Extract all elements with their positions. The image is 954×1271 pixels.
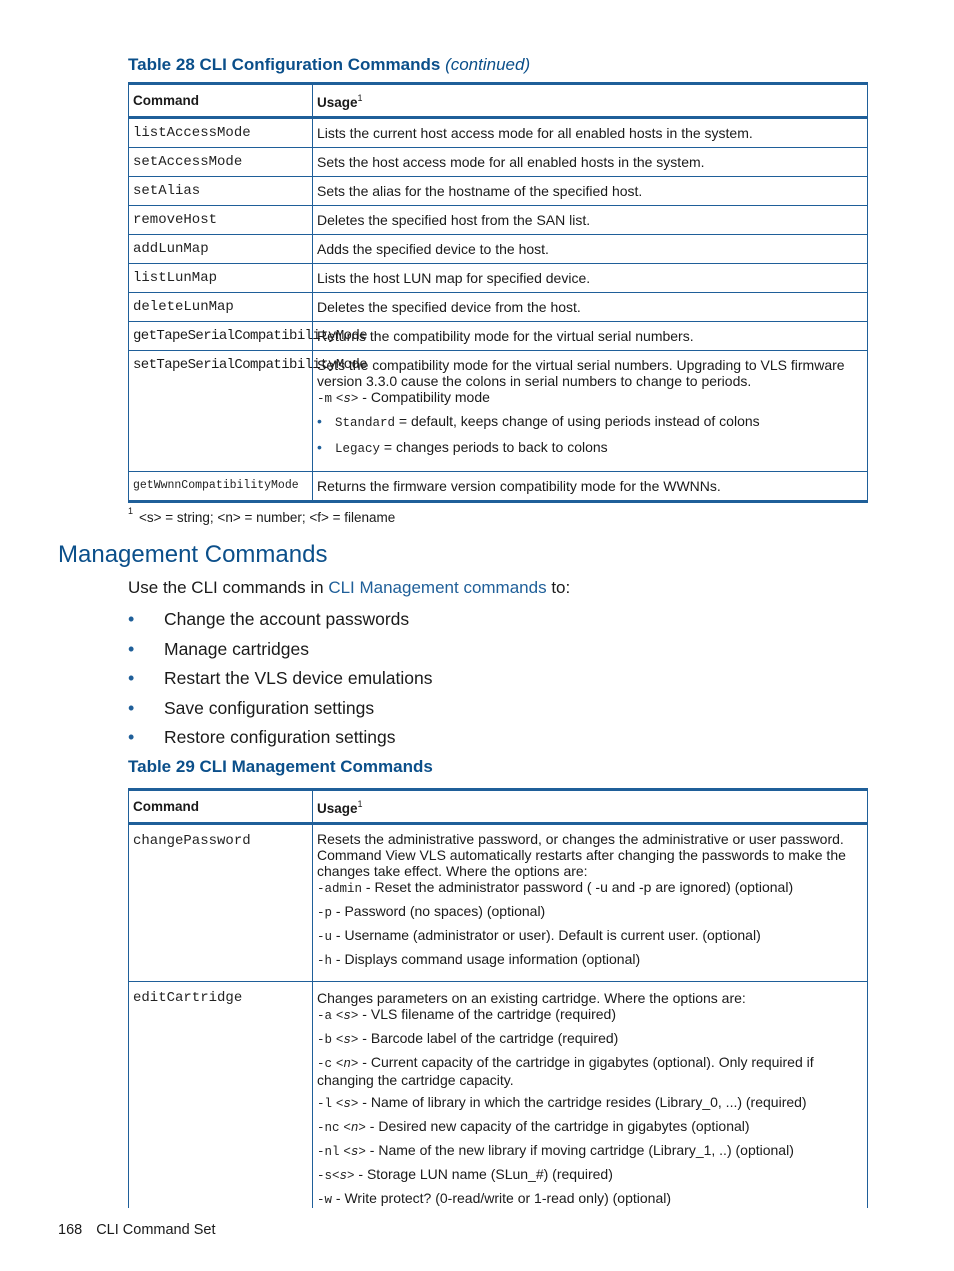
usage-cell: Sets the alias for the hostname of the specified host.	[313, 177, 868, 206]
page-number: 168	[58, 1222, 83, 1238]
usage-cell: Returns the firmware version compatibility mode for the WWNNs.	[313, 472, 868, 502]
management-task-list	[128, 606, 432, 754]
table-28-title: Table 28 CLI Configuration Commands	[128, 55, 441, 74]
option-flag: -m	[317, 392, 333, 406]
option-line: -u - Username (administrator or user). Default is current user. (optional)	[317, 927, 761, 944]
list-item: • Manage cartridges	[128, 636, 432, 666]
command-cell: setAlias	[129, 177, 313, 206]
table-row	[129, 982, 868, 1209]
table-28-footnote	[128, 508, 395, 525]
table-28-caption	[128, 55, 530, 75]
usage-cell	[313, 982, 868, 1209]
list-item: • Restart the VLS device emulations	[128, 665, 432, 695]
header-command: Command	[129, 84, 313, 118]
command-cell: setTapeSerialCompatibilityMode	[129, 351, 313, 472]
page-footer	[58, 1222, 215, 1238]
table-29	[128, 788, 868, 1208]
option-line	[317, 389, 863, 407]
option-line: -nc <n> - Desired new capacity of the cartridge in gigabytes (optional)	[317, 1118, 750, 1135]
table-row	[129, 118, 868, 148]
section-intro	[128, 578, 570, 598]
table-28	[128, 82, 868, 503]
option-line: -nl <s> - Name of the new library if moving cartridge (Library_1, ..) (optional)	[317, 1142, 794, 1159]
table-row	[129, 472, 868, 502]
option-line: -s<s> - Storage LUN name (SLun_#) (required)	[317, 1166, 613, 1183]
intro-text-end: to:	[546, 578, 571, 597]
usage-text: Resets the administrative password, or changes the administrative or user password. Command View VLS automatically restarts after changing the passwords to make the changes take effect. Where the options are:	[317, 831, 846, 879]
table-row	[129, 322, 868, 351]
option-arg: <s>	[335, 392, 359, 406]
option-line: -p - Password (no spaces) (optional)	[317, 903, 546, 920]
option-line: -l <s> - Name of library in which the cartridge resides (Library_0, ...) (required)	[317, 1094, 807, 1111]
mode-list	[317, 413, 863, 457]
header-usage: Usage$^1$	[313, 790, 868, 824]
usage-cell: Adds the specified device to the host.	[313, 235, 868, 264]
command-cell: listAccessMode	[129, 118, 313, 148]
table-29-region	[0, 786, 954, 1208]
usage-cell: Deletes the specified device from the host.	[313, 293, 868, 322]
table-row	[129, 293, 868, 322]
usage-cell: Sets the host access mode for all enabled hosts in the system.	[313, 148, 868, 177]
option-line: -h - Displays command usage information (optional)	[317, 951, 641, 968]
command-cell: setAccessMode	[129, 148, 313, 177]
table-29-header-row	[129, 790, 868, 824]
usage-cell: Deletes the specified host from the SAN list.	[313, 206, 868, 235]
section-title: Management Commands	[58, 541, 328, 568]
command-cell: getWwnnCompatibilityMode	[129, 472, 313, 502]
option-desc: - Compatibility mode	[358, 389, 490, 405]
usage-cell	[313, 351, 868, 472]
command-cell: getTapeSerialCompatibilityMode	[129, 322, 313, 351]
usage-cell	[313, 824, 868, 982]
header-command: Command	[129, 790, 313, 824]
option-line: -admin - Reset the administrator password ( -u and -p are ignored) (optional)	[317, 879, 794, 896]
usage-cell: Lists the current host access mode for all enabled hosts in the system.	[313, 118, 868, 148]
footer-section-name: CLI Command Set	[96, 1222, 216, 1238]
table-29-caption: Table 29 CLI Management Commands	[128, 757, 433, 776]
option-line: -c <n> - Current capacity of the cartridge in gigabytes (optional). Only required if changing the cartridge capacity.	[317, 1054, 814, 1088]
table-28-header-row	[129, 84, 868, 118]
header-usage: Usage$^1$	[313, 84, 868, 118]
usage-text: Changes parameters on an existing cartridge. Where the options are:	[317, 990, 746, 1006]
intro-text: Use the CLI commands in	[128, 578, 329, 597]
option-line: -w - Write protect? (0-read/write or 1-read only) (optional)	[317, 1190, 671, 1207]
list-item: • Standard = default, keeps change of using periods instead of colons	[335, 413, 863, 431]
table-row	[129, 177, 868, 206]
command-cell: removeHost	[129, 206, 313, 235]
list-item: • Legacy = changes periods to back to colons	[335, 439, 863, 457]
footnote-ref: 1	[357, 93, 363, 103]
cli-management-commands-link[interactable]: CLI Management commands	[328, 578, 547, 597]
footnote-text: <s> = string; <n> = number; <f> = filename	[139, 510, 396, 525]
command-cell: deleteLunMap	[129, 293, 313, 322]
command-cell: changePassword	[129, 824, 313, 982]
table-row	[129, 206, 868, 235]
list-item: • Restore configuration settings	[128, 724, 432, 754]
footnote-ref: 1	[357, 799, 363, 809]
table-row	[129, 148, 868, 177]
option-line: -b <s> - Barcode label of the cartridge (required)	[317, 1030, 619, 1047]
option-line: -a <s> - VLS filename of the cartridge (required)	[317, 1006, 616, 1023]
table-row	[129, 235, 868, 264]
table-row	[129, 824, 868, 982]
command-cell: addLunMap	[129, 235, 313, 264]
footnote-mark: 1	[128, 506, 134, 516]
list-item: • Change the account passwords	[128, 606, 432, 636]
usage-text: Sets the compatibility mode for the virtual serial numbers. Upgrading to VLS firmware version 3.3.0 cause the colons in serial numbers to change to periods.	[317, 357, 845, 389]
table-28-continued: (continued)	[445, 55, 531, 74]
list-item: • Save configuration settings	[128, 695, 432, 725]
command-cell: listLunMap	[129, 264, 313, 293]
command-cell: editCartridge	[129, 982, 313, 1209]
table-row	[129, 264, 868, 293]
table-row	[129, 351, 868, 472]
usage-cell: Lists the host LUN map for specified device.	[313, 264, 868, 293]
usage-cell: Returns the compatibility mode for the virtual serial numbers.	[313, 322, 868, 351]
